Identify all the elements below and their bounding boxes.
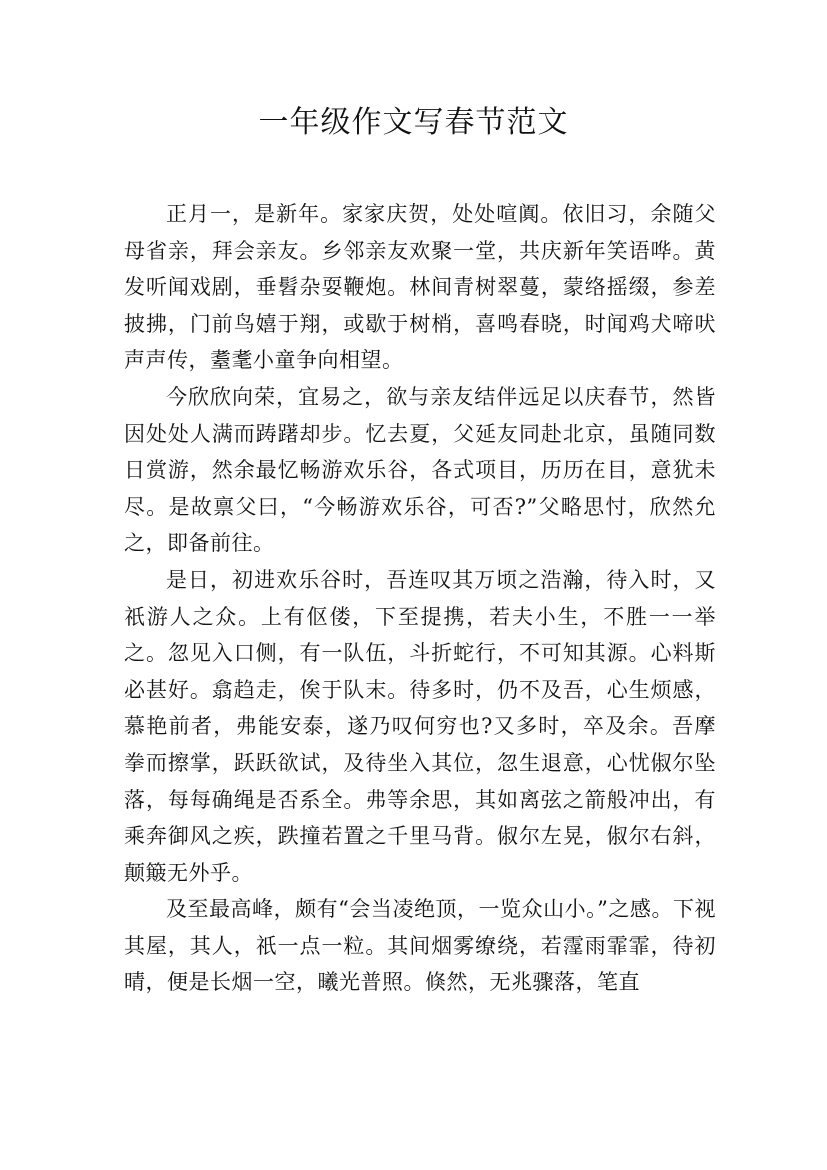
paragraph-1: 正月一，是新年。家家庆贺，处处喧阗。依旧习，余随父母省亲，拜会亲友。乡邻亲友欢聚一堂，共庆新年笑语哗。黄发听闻戏剧，垂髫杂耍鞭炮。林间青树翠蔓，蒙络摇缀，参差披拂，门前鸟嬉于翔，或歇于树梢，喜鸣春晓，时闻鸡犬啼吠声声传，耋耄小童争向相望。 (124, 202, 716, 373)
document-title: 一年级作文写春节范文 (258, 105, 569, 140)
paragraph-2: 今欣欣向荣，宜易之，欲与亲友结伴远足以庆春节，然皆因处处人满而踌躇却步。忆去夏，父延友同赴北京，虽随同数日赏游，然余最忆畅游欢乐谷，各式项目，历历在目，意犹未尽。是故禀父曰，“今畅游欢乐谷，可否?”父略思忖，欣然允之，即备前往。 (124, 384, 716, 556)
document-body (124, 196, 716, 1001)
paragraph-4: 及至最高峰，颇有“会当凌绝顶，一览众山小。”之感。下视其屋，其人，祇一点一粒。其间烟雾缭绕，若霪雨霏霏，待初晴，便是长烟一空，曦光普照。倏然，无兆骤落，笔直 (124, 897, 716, 995)
paragraph-3: 是日，初进欢乐谷时，吾连叹其万顷之浩瀚，待入时，又祇游人之众。上有伛偻，下至提携，若夫小生，不胜一一举之。忽见入口侧，有一队伍，斗折蛇行，不可知其源。心料斯必甚好。翕趋走，俟于队末。待多时，仍不及吾，心生烦感，慕艳前者，弗能安泰，遂乃叹何穷也?又多时，卒及余。吾摩拳而擦掌，跃跃欲试，及待坐入其位，忽生退意，心忧俶尔坠落，每每确绳是否系全。弗等余思，其如离弦之箭般冲出，有乘奔御风之疾，跌撞若置之千里马背。俶尔左晃，俶尔右斜，颠簸无外乎。 (124, 567, 716, 885)
